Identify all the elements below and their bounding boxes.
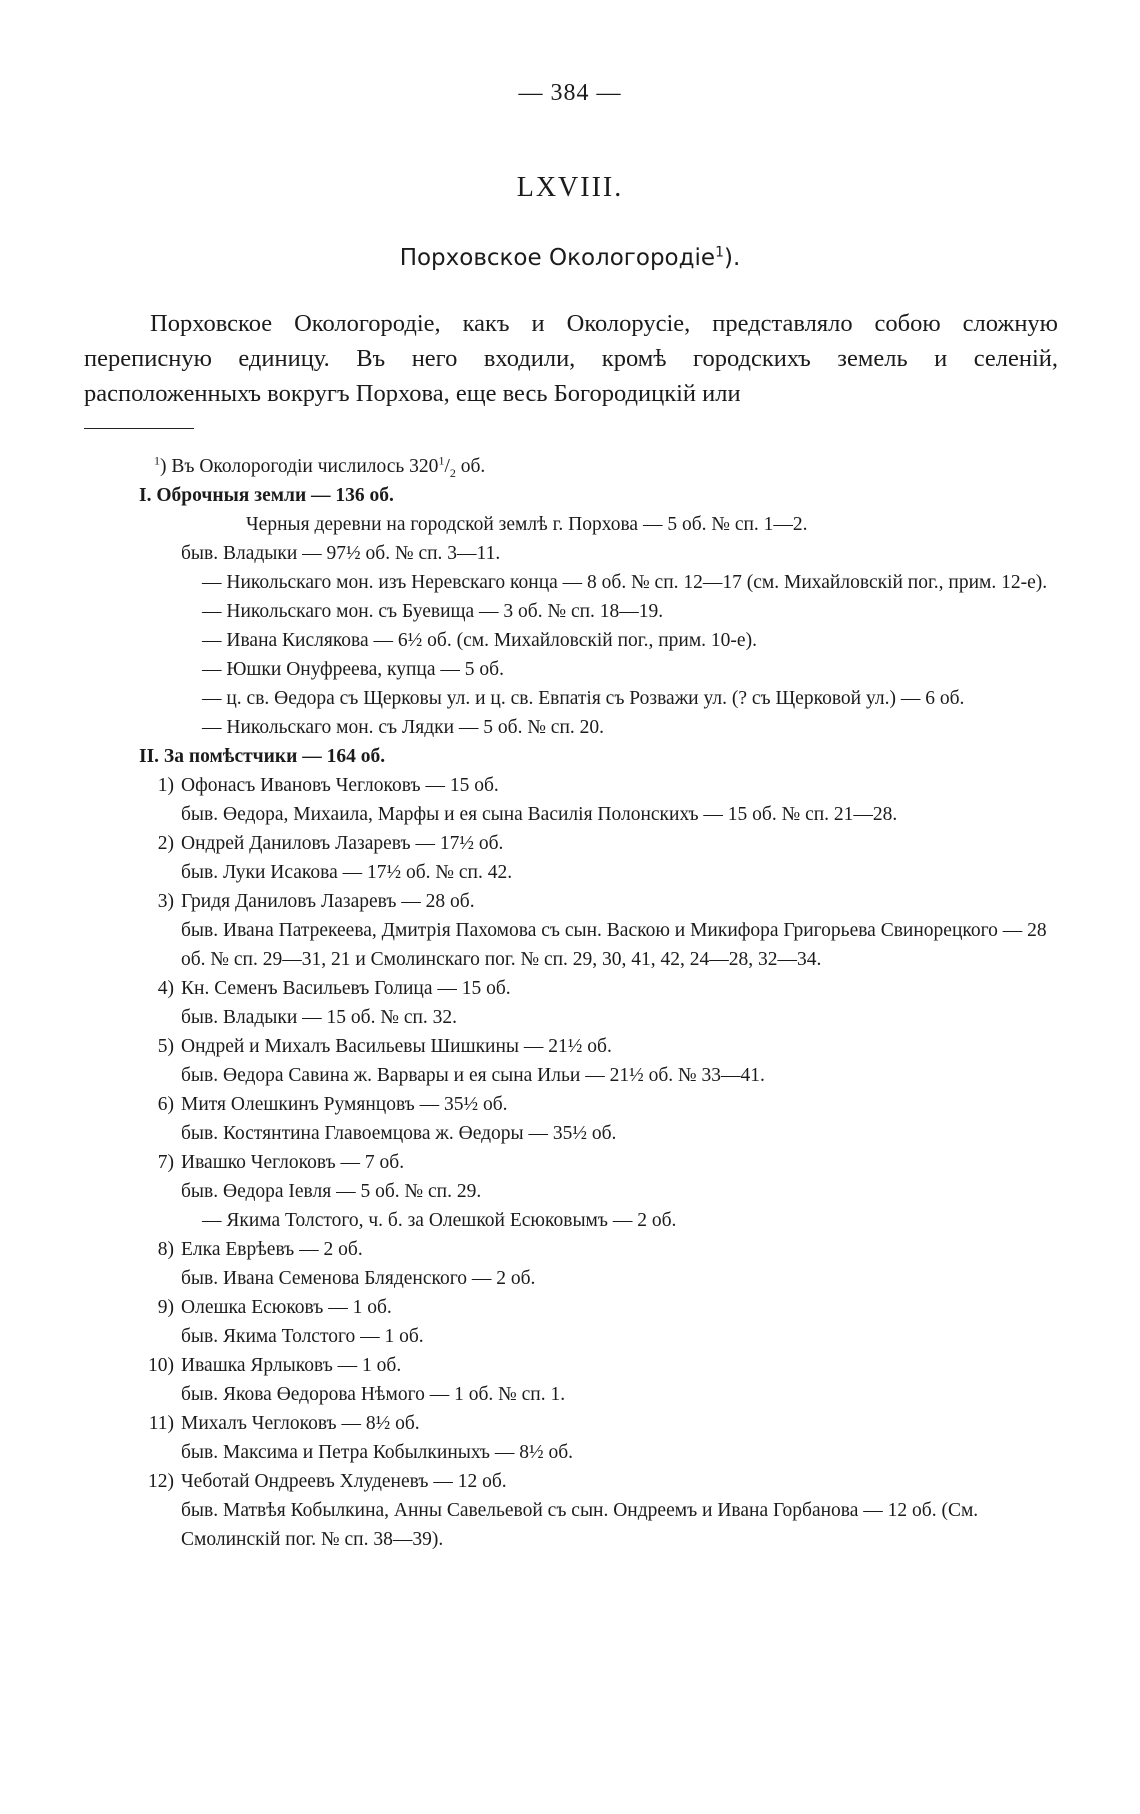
entry-previous-owner: быв. Өедора Іевля — 5 об. № сп. 29. xyxy=(181,1181,482,1202)
chapter-number: LXVIII. xyxy=(516,172,624,203)
entry-previous-owner: быв. Костянтина Главоемцова ж. Өедоры — 35½ об. xyxy=(181,1123,617,1144)
entry-number: 3) xyxy=(157,891,174,912)
estate-entries xyxy=(84,771,1058,1554)
section-heading-1: I. Оброчныя земли — 136 об. xyxy=(139,485,394,506)
entry-previous-owner: быв. Өедора, Михаила, Марфы и ея сына Василія Полонскихъ — 15 об. № сп. 21—28. xyxy=(181,804,898,825)
footnote-frac-den: 2 xyxy=(449,465,456,480)
entry-owner: Ивашка Ярлыковъ — 1 об. xyxy=(181,1355,402,1376)
entry-number: 5) xyxy=(157,1036,174,1057)
entry-number: 10) xyxy=(148,1355,174,1376)
table-row xyxy=(84,829,1058,858)
entry-previous-owner: быв. Владыки — 15 об. № сп. 32. xyxy=(181,1007,458,1028)
footnote-rule xyxy=(84,428,194,429)
intro-paragraph: Порховское Окологородіе, какъ и Околорусіе, представляло собою сложную переписную единицу. Въ него входили, кромѣ городскихъ земель и селеній, расположенныхъ вокругъ Порхова, еще весь Богородицкій или xyxy=(84,310,1058,407)
entry-previous-owner: быв. Луки Исакова — 17½ об. № сп. 42. xyxy=(181,862,513,883)
table-row xyxy=(84,887,1058,916)
section-title-text: Порховское Окологородіе xyxy=(399,245,716,271)
entry-previous-owner: быв. Ивана Семенова Бляденского — 2 об. xyxy=(181,1268,536,1289)
table-row xyxy=(84,1032,1058,1061)
entry-previous-owner: быв. Ивана Патрекеева, Дмитрія Пахомова съ сын. Васкою и Микифора Григорьева Свинорецкого — 28 об. № сп. 29—31, 21 и Смолинскаго пог. № сп. 29, 30, 41, 42, 24—28, 32—34. xyxy=(181,920,1047,970)
list-item: быв. Владыки — 97½ об. № сп. 3—11. xyxy=(181,543,501,564)
entry-number: 6) xyxy=(157,1094,174,1115)
footnote-frac-num: 1 xyxy=(438,453,445,468)
table-row xyxy=(84,1235,1058,1264)
entry-owner: Ондрей Даниловъ Лазаревъ — 17½ об. xyxy=(181,833,504,854)
section-heading-2: II. За помѣстчики — 164 об. xyxy=(139,746,386,767)
table-row xyxy=(84,974,1058,1003)
footnote-text-end: об. xyxy=(455,456,486,477)
entry-owner: Ондрей и Михалъ Васильевы Шишкины — 21½ об. xyxy=(181,1036,612,1057)
list-item: — ц. св. Өедора съ Щерковы ул. и ц. св. Евпатія съ Розважи ул. (? съ Щерковой ул.) — 6 об. xyxy=(202,688,965,709)
entry-number: 2) xyxy=(157,833,174,854)
entry-owner: Ивашко Чеглоковъ — 7 об. xyxy=(181,1152,405,1173)
table-row xyxy=(84,1467,1058,1496)
table-row xyxy=(84,1293,1058,1322)
entry-owner: Чеботай Ондреевъ Хлуденевъ — 12 об. xyxy=(181,1471,507,1492)
list-item: — Юшки Онуфреева, купца — 5 об. xyxy=(202,659,504,680)
entry-previous-owner: быв. Өедора Савина ж. Варвары и ея сына Ильи — 21½ об. № 33—41. xyxy=(181,1065,765,1086)
entry-previous-owner: быв. Якова Өедорова Нѣмого — 1 об. № сп. 1. xyxy=(181,1384,566,1405)
list-item: — Никольскаго мон. съ Буевища — 3 об. № сп. 18—19. xyxy=(202,601,664,622)
entry-number: 9) xyxy=(157,1297,174,1318)
table-row xyxy=(84,1148,1058,1177)
title-tail: ). xyxy=(724,245,741,271)
entry-owner: Митя Олешкинъ Румянцовъ — 35½ об. xyxy=(181,1094,508,1115)
table-row xyxy=(84,1409,1058,1438)
section-title xyxy=(0,245,1140,271)
entry-previous-owner: быв. Матвѣя Кобылкина, Анны Савельевой съ сын. Ондреемъ и Ивана Горбанова — 12 об. (См. Смолинскій пог. № сп. 38—39). xyxy=(181,1500,979,1550)
footnote: $^1$) Въ Околорогодіи числилось $320^1/_2$ об. xyxy=(154,453,486,480)
list-item: — Ивана Кислякова — 6½ об. (см. Михайловскій пог., прим. 10-е). xyxy=(202,630,757,651)
entry-owner: Олешка Есюковъ — 1 об. xyxy=(181,1297,392,1318)
entry-number: 1) xyxy=(157,775,174,796)
table-row xyxy=(84,1090,1058,1119)
page-number: — 384 — xyxy=(518,80,622,106)
entry-owner: Елка Еврѣевъ — 2 об. xyxy=(181,1239,363,1260)
entry-owner: Гридя Даниловъ Лазаревъ — 28 об. xyxy=(181,891,475,912)
entry-extra: — Якима Толстого, ч. б. за Олешкой Есюковымъ — 2 об. xyxy=(202,1210,677,1231)
entry-number: 11) xyxy=(148,1413,174,1434)
table-row xyxy=(84,1351,1058,1380)
table-row xyxy=(84,771,1058,800)
footnote-mark: 1 xyxy=(154,453,160,468)
entry-number: 8) xyxy=(157,1239,174,1260)
list-item: — Никольскаго мон. изъ Неревскаго конца — 8 об. № сп. 12—17 (см. Михайловскій пог., прим. 12-е). xyxy=(202,572,1048,593)
footnote-text: ) Въ Околорогодіи числилось 320 xyxy=(160,456,439,477)
list-item: Черныя деревни на городской землѣ г. Порхова — 5 об. № сп. 1—2. xyxy=(246,514,808,535)
entry-owner: Кн. Семенъ Васильевъ Голица — 15 об. xyxy=(181,978,511,999)
list-item: — Никольскаго мон. съ Лядки — 5 об. № сп. 20. xyxy=(202,717,605,738)
entry-owner: Михалъ Чеглоковъ — 8½ об. xyxy=(181,1413,420,1434)
entry-owner: Офонасъ Ивановъ Чеглоковъ — 15 об. xyxy=(181,775,499,796)
entry-previous-owner: быв. Якима Толстого — 1 об. xyxy=(181,1326,424,1347)
entry-previous-owner: быв. Максима и Петра Кобылкиныхъ — 8½ об. xyxy=(181,1442,573,1463)
entry-number: 4) xyxy=(157,978,174,999)
footnotes xyxy=(84,452,1058,1554)
title-footnote-mark: 1 xyxy=(715,244,724,261)
entry-number: 7) xyxy=(157,1152,174,1173)
entry-number: 12) xyxy=(148,1471,174,1492)
